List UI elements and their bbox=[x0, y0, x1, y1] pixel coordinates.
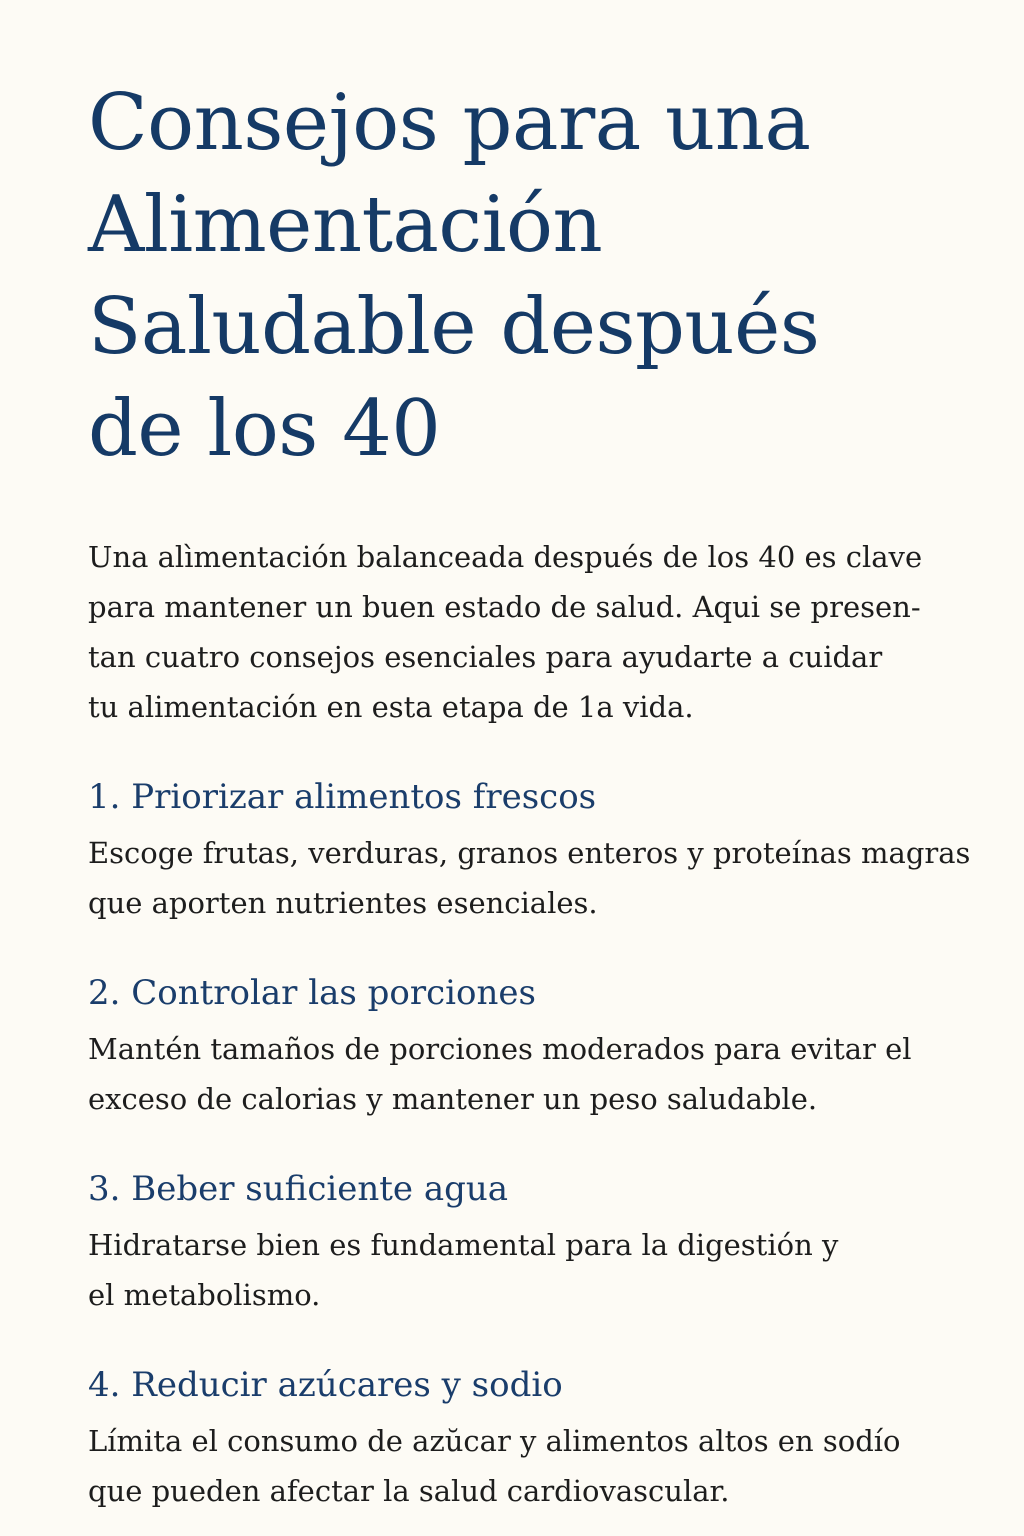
tip-body-line: exceso de calorias y mantener un peso saludable. bbox=[88, 1082, 818, 1116]
intro-line: tan cuatro consejos esenciales para ayudarte a cuidar bbox=[88, 640, 883, 674]
title-line: de los 40 bbox=[88, 384, 441, 474]
tip-heading: 1. Priorizar alimentos frescos bbox=[88, 777, 597, 817]
tip-heading: 3. Beber suficiente agua bbox=[88, 1169, 509, 1209]
tip-body bbox=[88, 1024, 948, 1124]
tip-body-line: el metabolismo. bbox=[88, 1278, 321, 1312]
tip-heading: 4. Reducir azúcares y sodio bbox=[88, 1365, 563, 1405]
title-line: Saludable después bbox=[88, 282, 820, 372]
tip-body bbox=[88, 828, 971, 928]
intro-line: para mantener un buen estado de salud. Aqui se presen- bbox=[88, 590, 921, 624]
tip-body-line: Límita el consumo de azŭcar y alimentos altos en sodío bbox=[88, 1424, 901, 1458]
tip-section bbox=[88, 1360, 948, 1516]
tip-body-line: Hidratarse bien es fundamental para la digestión y bbox=[88, 1228, 839, 1262]
intro-line: tu alimentación en esta etapa de 1a vida. bbox=[88, 690, 694, 724]
tip-section bbox=[88, 772, 971, 928]
tip-body bbox=[88, 1220, 948, 1320]
tip-body-line: Mantén tamaños de porciones moderados para evitar el bbox=[88, 1032, 912, 1066]
tip-body-line: que aporten nutrientes esenciales. bbox=[88, 886, 598, 920]
tip-section bbox=[88, 1164, 948, 1320]
page-title bbox=[88, 72, 948, 480]
tip-body bbox=[88, 1416, 948, 1516]
article bbox=[88, 72, 971, 1516]
tip-body-line: Escoge frutas, verduras, granos enteros y proteínas magras bbox=[88, 836, 971, 870]
tip-body-line: que pueden afectar la salud cardiovascular. bbox=[88, 1474, 730, 1508]
intro-line: Una alìmentación balanceada después de los 40 es clave bbox=[88, 540, 923, 574]
tip-heading: 2. Controlar las porciones bbox=[88, 973, 536, 1013]
intro-paragraph bbox=[88, 532, 948, 732]
title-line: Alimentación bbox=[88, 180, 603, 270]
title-line: Consejos para una bbox=[88, 78, 811, 168]
tip-section bbox=[88, 968, 948, 1124]
